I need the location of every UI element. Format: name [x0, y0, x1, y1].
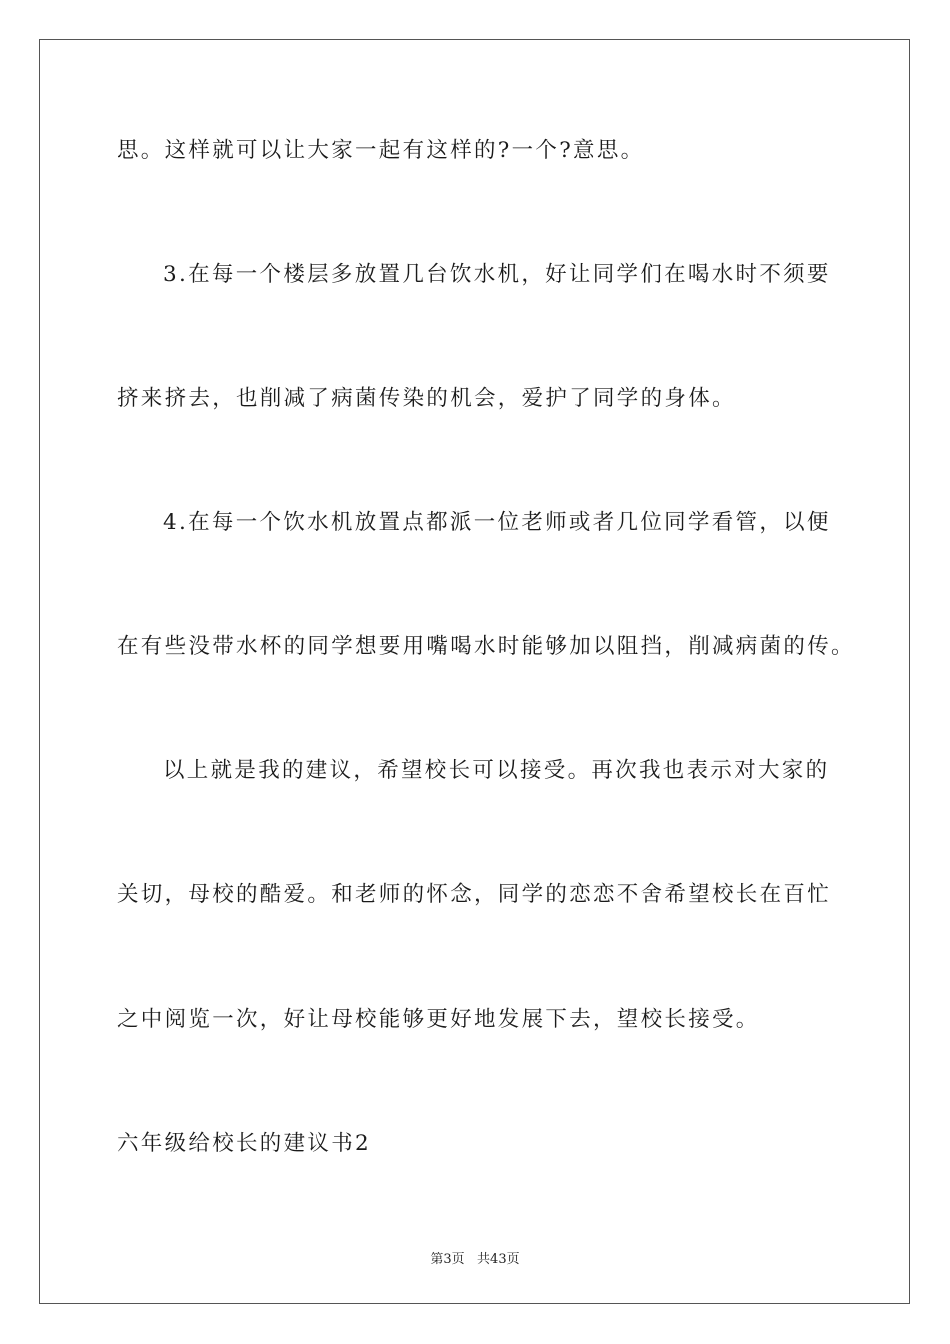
text-line-7: 关切，母校的酷爱。和老师的怀念，同学的恋恋不舍希望校长在百忙 [117, 882, 832, 907]
text-line-6: 以上就是我的建议，希望校长可以接受。再次我也表示对大家的 [163, 758, 830, 783]
page-border [39, 39, 910, 1304]
text-line-1: 思。这样就可以让大家一起有这样的?一个?意思。 [117, 138, 645, 163]
text-line-5: 在有些没带水杯的同学想要用嘴喝水时能够加以阻挡，削减病菌的传。 [117, 634, 855, 659]
text-line-4: 4.在每一个饮水机放置点都派一位老师或者几位同学看管，以便 [163, 510, 831, 535]
section-heading: 六年级给校长的建议书2 [117, 1131, 371, 1156]
text-line-3: 挤来挤去，也削减了病菌传染的机会，爱护了同学的身体。 [117, 386, 736, 411]
text-line-2: 3.在每一个楼层多放置几台饮水机，好让同学们在喝水时不须要 [163, 262, 831, 287]
page-number-footer: 第3页 共43页 [430, 1252, 520, 1267]
text-line-8: 之中阅览一次，好让母校能够更好地发展下去，望校长接受。 [117, 1007, 760, 1032]
